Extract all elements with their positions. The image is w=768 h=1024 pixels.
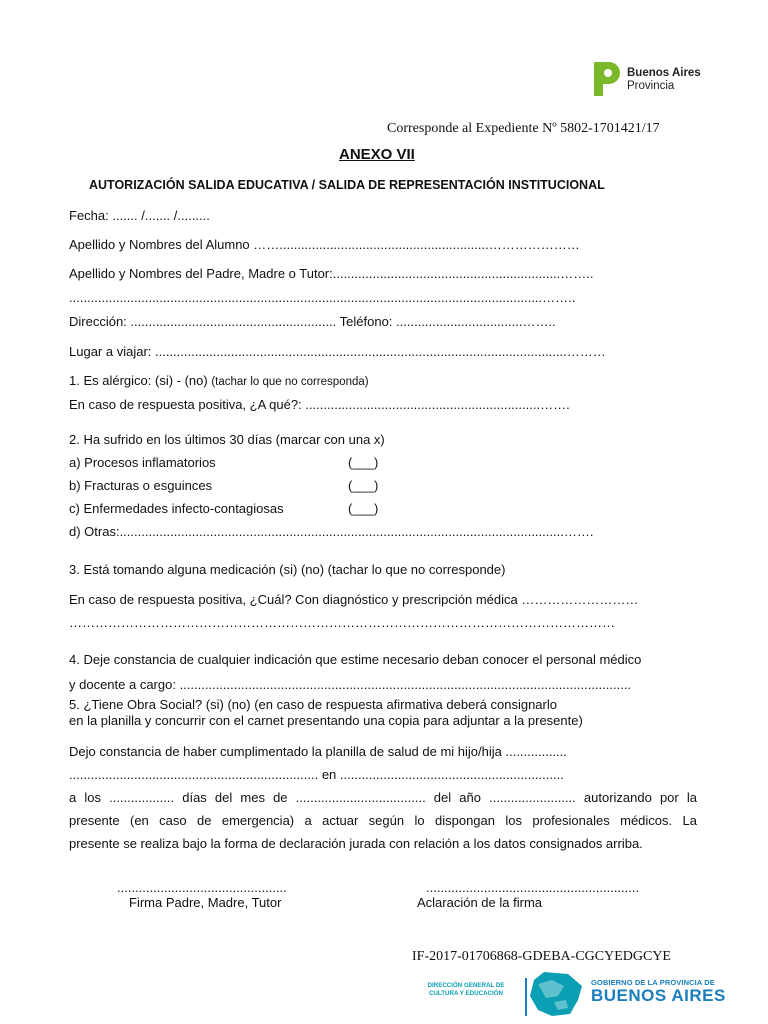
allergy-question: [69, 373, 369, 388]
signature-line[interactable]: ...............................................: [117, 880, 287, 895]
expediente-reference: Corresponde al Expediente Nº 5802-1701421/17: [387, 121, 660, 136]
allergy-followup-field[interactable]: En caso de respuesta positiva, ¿A qué?: .................................................................…….: [69, 397, 570, 412]
dgcye-logo: [414, 982, 518, 998]
condition-b-checkbox[interactable]: (___): [348, 478, 379, 493]
condition-b-label: b) Fracturas o esguinces: [69, 478, 213, 493]
condition-a-checkbox[interactable]: (___): [348, 455, 379, 470]
allergy-note: (tachar lo que no corresponda): [211, 376, 369, 388]
condition-a-label: a) Procesos inflamatorios: [69, 455, 216, 470]
condition-c-label: c) Enfermedades infecto-contagiosas: [69, 501, 284, 516]
parent-name-field[interactable]: Apellido y Nombres del Padre, Madre o Tutor:...............................................................……..: [69, 266, 594, 281]
declaration-line3: a los .................. días del mes de .................................... del año ........................ autorizando por la: [69, 790, 697, 805]
address-phone-field[interactable]: Dirección: ......................................................... Teléfono: ...................................……..: [69, 314, 556, 329]
allergy-question-text: 1. Es alérgico: (si) - (no): [69, 373, 208, 388]
student-name-field[interactable]: Apellido y Nombres del Alumno ……..........................................................…………………: [69, 237, 580, 252]
medication-question: 3. Está tomando alguna medicación (si) (no) (tachar lo que no corresponde): [69, 562, 506, 577]
buenos-aires-wordmark: BUENOS AIRES: [591, 986, 726, 1005]
signature-clarification-line[interactable]: ...........................................................: [426, 880, 640, 895]
medication-followup-field[interactable]: En caso de respuesta positiva, ¿Cuál? Con diagnóstico y prescripción médica ………………………: [69, 592, 639, 607]
province-logo-icon: [592, 60, 622, 98]
logo-line1: Buenos Aires: [627, 67, 701, 79]
province-map-icon: [524, 970, 588, 1018]
logo-line2: Provincia: [627, 80, 675, 92]
date-field[interactable]: Fecha: ....... /....... /.........: [69, 208, 210, 223]
dgcye-line2: CULTURA Y EDUCACIÓN: [428, 990, 504, 997]
indications-field[interactable]: y docente a cargo: .............................................................................................................................: [69, 677, 632, 692]
destination-field[interactable]: Lugar a viajar: ..................................................................................................................………: [69, 344, 606, 359]
annex-title: ANEXO VII: [339, 146, 415, 163]
gobierno-logo: [591, 978, 741, 1005]
indications-question-line1: 4. Deje constancia de cualquier indicación que estime necesario deban conocer el personal médico: [69, 652, 642, 667]
insurance-question-line2: en la planilla y concurrir con el carnet presentando una copia para adjuntar a la presente): [69, 713, 583, 728]
signature-label: Firma Padre, Madre, Tutor: [129, 895, 282, 910]
insurance-question-line1: 5. ¿Tiene Obra Social? (si) (no) (en caso de respuesta afirmativa deberá consignarlo: [69, 697, 557, 712]
buenos-aires-logo: [592, 60, 701, 103]
declaration-line1: Dejo constancia de haber cumplimentado la planilla de salud de mi hijo/hija .................: [69, 744, 567, 759]
condition-other-field[interactable]: d) Otras:...........................................................................................................................…….: [69, 524, 594, 539]
declaration-line4: presente (en caso de emergencia) a actuar según lo dispongan los profesionales médicos. La: [69, 813, 697, 828]
conditions-question: 2. Ha sufrido en los últimos 30 días (marcar con una x): [69, 432, 385, 447]
parent-name-continuation[interactable]: ...................................................................................................................................……..: [69, 290, 576, 305]
logo-text: [627, 67, 701, 93]
document-title: AUTORIZACIÓN SALIDA EDUCATIVA / SALIDA DE REPRESENTACIÓN INSTITUCIONAL: [89, 178, 605, 192]
medication-followup-continuation[interactable]: ………………………………………………………………………………………………………………: [69, 615, 615, 630]
gobierno-line: GOBIERNO DE LA PROVINCIA DE: [591, 978, 715, 987]
condition-c-checkbox[interactable]: (___): [348, 501, 379, 516]
dgcye-line1: DIRECCIÓN GENERAL DE: [427, 982, 505, 989]
document-id: IF-2017-01706868-GDEBA-CGCYEDGCYE: [412, 949, 671, 964]
declaration-line2: ..................................................................... en ..............................................................: [69, 767, 564, 782]
declaration-line5: presente se realiza bajo la forma de declaración jurada con relación a los datos consignados arriba.: [69, 836, 643, 851]
signature-clarification-label: Aclaración de la firma: [417, 895, 542, 910]
